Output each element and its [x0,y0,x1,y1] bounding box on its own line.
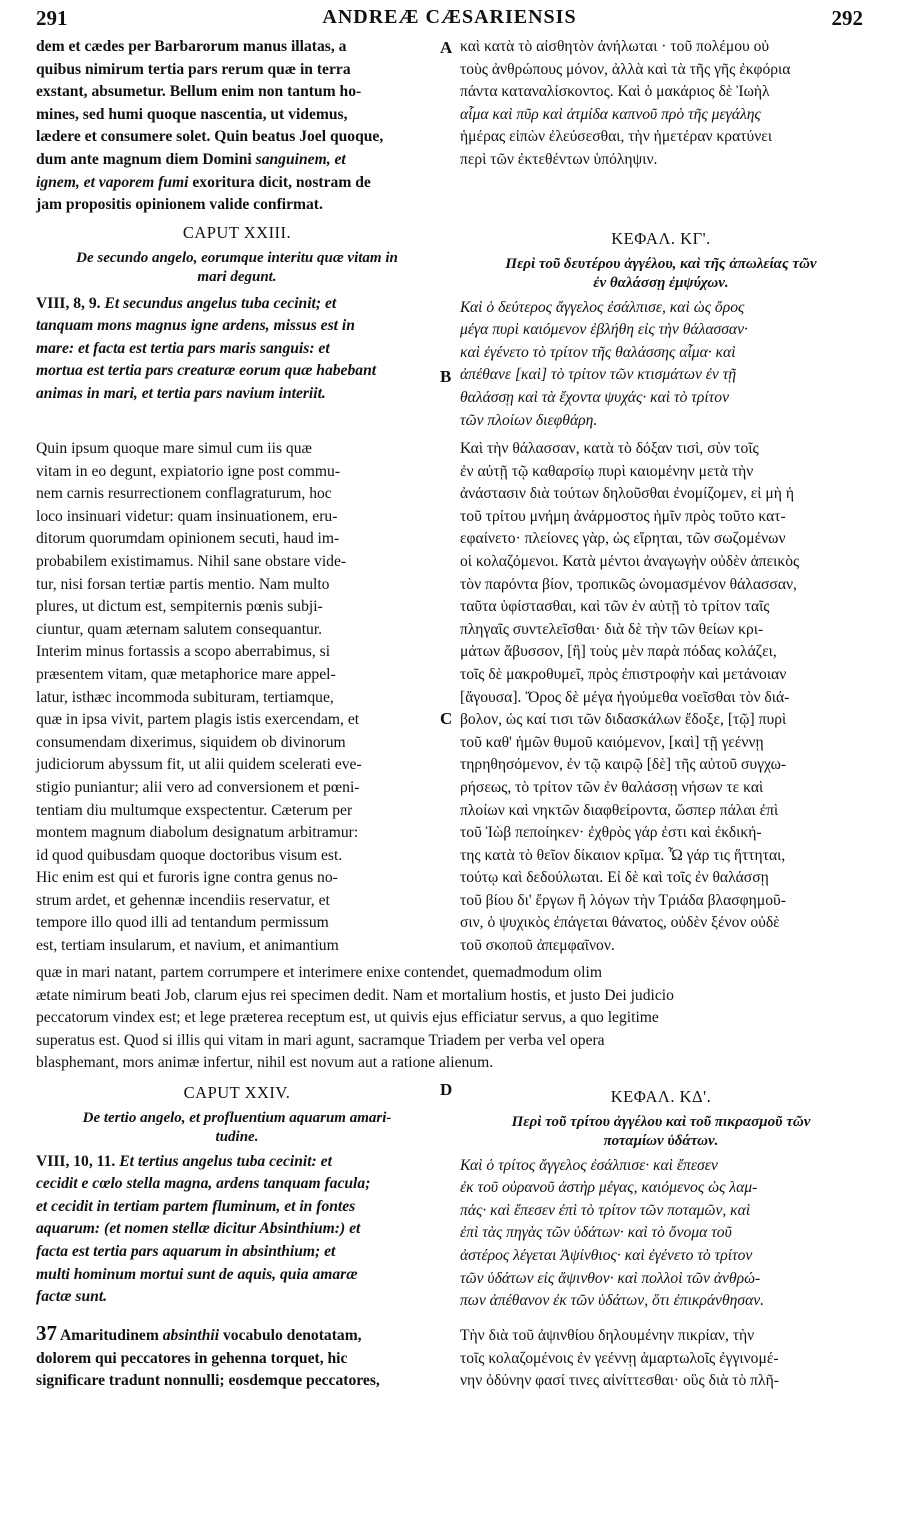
text-line: πλοίων καὶ νηκτῶν διαφθείροντα, ὥσπερ πάλαι ἐπὶ [460,801,779,819]
text-line: montem magnum diabolum designatum arbitramur: [36,824,359,842]
text-line: τοῖς κολαζομένοις ἐν γεέννῃ ἁμαρτωλοῖς ἐγγινομέ- [460,1349,779,1367]
text-line: strum ardet, et gehennæ incendiis reservatur, et [36,891,330,909]
verse-text: mare: et facta est tertia pars maris sanguis: et [36,339,330,357]
text-line: τοῦ Ἰὼβ πεποίηκεν· ἐχθρὸς γάρ ἐστι καὶ ἐκδική- [460,824,762,842]
text-line: stigio puniantur; alii vero ad conversionem et pœni- [36,778,360,796]
text-line: loco insinuari videtur: quam insinuationem, eru- [36,507,338,525]
text-line: περὶ τῶν ἐκτεθέντων ὑπόληψιν. [460,150,658,168]
text-span: Amaritudinem [60,1327,159,1344]
text-line: μάτων ἄβυσσον, [ἢ] τοὺς μὲν παρὰ πόδας κολάζει, [460,643,777,661]
chapter-heading: CAPUT XXIV. [183,1083,291,1102]
text-line: σιν, ὁ ψυχικὸς ἐπάγεται θάνατος, οὐδὲν ξένον οὐδὲ [460,914,780,932]
verse-reference: VIII, 8, 9. [36,294,101,312]
text-line: significare tradunt nonnulli; eosdemque peccatores, [36,1372,380,1390]
margin-mark-c: C [440,709,453,728]
chapter-title [36,1109,438,1147]
latin-bottom-paragraph [36,1322,438,1393]
caput-23-section [36,222,438,406]
chapter-heading: ΚΕΦΑΛ. ΚΔ'. [610,1087,712,1106]
verse-text: ἐκ τοῦ οὐρανοῦ ἀστὴρ μέγας, καιόμενος ὡς λαμ- [460,1179,758,1197]
latin-full-width-paragraph [36,962,862,1075]
text-line: ρήσεως, τὸ τρίτον τῶν ἐν θαλάσσῃ νήσων τε καὶ [460,778,764,796]
chapter-title-line: Περὶ τοῦ τρίτου ἀγγέλου καὶ τοῦ πικρασμοῦ τῶν [511,1113,811,1130]
text-line [36,1322,438,1348]
text-line: εφαίνετο· πλείονες γὰρ, ὡς εἴρηται, τῶν σωζομένων [460,530,786,548]
chapter-title-line: De secundo angelo, eorumque interitu quæ vitam in [76,249,398,266]
text-line: τοῦ σκοποῦ ἀπεμφαῖνον. [460,937,615,955]
scripture-verse [36,1151,438,1309]
text-line [36,1151,438,1174]
verse-text: Et tertius angelus tuba cecinit: et [119,1152,332,1170]
verse-text: καὶ ἐγένετο τὸ τρίτον τῆς θαλάσσης αἷμα· καὶ [460,343,736,361]
text-line: est, tertiam insularum, et navium, et animantium [36,937,339,955]
text-line: vitam in eo degunt, expiatorio igne post commu- [36,462,341,480]
text-line: tur, nisi forsan tertiæ partis mentio. Nam multo [36,575,330,593]
text-line: τηρηθησόμενον, ἐν τῷ καιρῷ [δὲ] τῆς αὐτοῦ συγχω- [460,756,787,774]
text-line: ciuntur, quam æternam salutem consequantur. [36,620,323,638]
verse-text: τῶν ὑδάτων εἰς ἄψινθον· καὶ πολλοὶ τῶν ἀνθρώ- [460,1269,761,1287]
margin-mark-b: B [440,367,452,386]
text-line: πάντα καταναλίσκοντος. Καὶ ὁ μακάριος δὲ Ἰωὴλ [460,83,770,101]
text-line: τοῦ βίου δι' ἔργων ἢ λόγων τὴν Τριάδα βλασφημοῦ- [460,891,786,909]
chapter-heading: CAPUT XXIII. [182,223,292,242]
text-line: tempore illo quod illi ad tentandum permissum [36,914,329,932]
verse-text: πάς· καὶ ἔπεσεν ἐπὶ τὸ τρίτον τῶν ποταμῶν, καὶ [460,1201,751,1219]
verse-text: tanquam mons magnus igne ardens, missus est in [36,317,355,335]
verse-text: multi hominum mortui sunt de aquis, quia amaræ [36,1265,358,1283]
text-line: quæ in mari natant, partem corrumpere et interimere enixe contendet, quemadmodum olim [36,964,602,981]
text-span: exoritura dicit, nostram de [192,173,371,191]
verse-text: ἀπέθανε [καὶ] τὸ τρίτον τῶν κτισμάτων ἐν τῇ [460,366,737,384]
chapter-title [460,1113,862,1151]
text-line: Quin ipsum quoque mare simul cum iis quæ [36,440,312,457]
scripture-quote: αἷμα καὶ πῦρ καὶ ἀτμίδα καπνοῦ [460,105,658,123]
text-line: lædere et consumere solet. Quin beatus Joel quoque, [36,128,384,146]
running-title: ANDREÆ CÆSARIENSIS [322,6,577,28]
verse-text: facta est tertia pars aquarum in absinthium; et [36,1242,336,1260]
text-line: id quod quibusdam quoque doctoribus visum est. [36,846,343,864]
text-line: τοῦ τρίτου μνήμη ἀνάρμοστος ἡμῖν πρὸς τοῦτο κατ- [460,507,786,525]
text-line [36,293,438,316]
text-line: præsentem vitam, quæ metaphorice mare appel- [36,665,336,683]
text-line: dem et cædes per Barbarorum manus illatas, a [36,38,347,55]
verse-text: cecidit e cœlo stella magna, ardens tanquam facula; [36,1175,371,1193]
latin-commentary [36,438,438,958]
text-line: Hic enim est qui et furoris igne contra genus no- [36,869,338,887]
text-line: Interim minus fortassis a scopo aberrabimus, si [36,643,331,661]
verse-text: aquarum: (et nomen stellæ dicitur Absinthium:) et [36,1220,361,1238]
verse-reference: VIII, 10, 11. [36,1152,116,1170]
text-line: βολον, ὡς καί τισι τῶν διδασκάλων ἔδοξε, [τῷ] πυρὶ [460,711,787,729]
chapter-title [36,249,438,287]
text-line: τοῦ καθ' ἡμῶν θυμοῦ καιόμενον, [καὶ] τῇ γεέννῃ [460,733,764,751]
latin-top-paragraph [36,36,438,217]
text-span: dum ante magnum diem Domini [36,150,252,168]
text-line: ἐν αὐτῇ τῷ καθαρσίῳ πυρὶ καιομένην μετὰ τὴν [460,462,754,480]
text-line: τούτῳ καὶ δεδούλωται. Εἰ δὲ καὶ τοῖς ἐν θαλάσσῃ [460,869,769,887]
margin-mark-d: D [440,1080,453,1099]
verse-text: Καὶ ὁ δεύτερος ἄγγελος ἐσάλπισε, καὶ ὡς ὄρος [460,298,745,316]
text-line: quibus nimirum tertia pars rerum quæ in terra [36,60,351,78]
text-line: judiciorum abyssum fit, ut alii quidem scelerati eve- [36,756,362,774]
verse-text: Et secundus angelus tuba cecinit; et [104,294,337,312]
text-span: vocabulo denotatam, [222,1327,362,1344]
text-line: τοῖς δὲ μακροθυμεῖ, πρὸς ἐπιστροφὴν καὶ μετάνοιαν [460,665,787,683]
chapter-title-line: Περὶ τοῦ δευτέρου ἀγγέλου, καὶ τῆς ἀπωλείας τῶν [505,255,817,272]
text-line: Καὶ τὴν θάλασσαν, κατὰ τὸ δόξαν τισὶ, σὺν τοῖς [460,440,759,457]
verse-text: πων ἀπέθανον ἐκ τῶν ὑδάτων, ὅτι ἐπικράνθησαν. [460,1292,765,1310]
running-header [0,6,899,32]
scripture-quote: sanguinem, et [255,150,346,168]
text-line: latur, isthæc incommoda subituram, tertiamque, [36,688,334,706]
verse-text: et cecidit in tertiam partem fluminum, et in fontes [36,1197,356,1215]
kefal-23-section [460,228,862,432]
text-line: τὸν παρόντα βίον, τροπικῶς ὠνομασμένον θάλασσαν, [460,575,797,593]
text-line: νην ὀδύνην φασί τινες αἰνίττεσθαι· οὓς διὰ τὸ πλῆ- [460,1372,779,1390]
text-line: consumendam dixerimus, siquidem ob divinorum [36,733,346,751]
chapter-heading: ΚΕΦΑΛ. ΚΓ'. [611,229,711,248]
page-number-right: 292 [831,6,863,30]
greek-bottom-paragraph [460,1325,862,1393]
text-line: ditorum quorumdam opinionem secuti, haud im- [36,530,340,548]
chapter-title-line: ποταμίων ὑδάτων. [603,1132,719,1149]
text-line: οἱ κολαζόμενοι. Κατὰ μέντοι ἀναγωγὴν οὐδὲν ἀπεικὸς [460,552,800,570]
text-line: ætate nimirum beati Job, clarum ejus rei specimen dedit. Nam et mortalium hostis, et justo Dei judicio [36,986,674,1004]
greek-top-paragraph [460,36,862,172]
scripture-verse [460,297,862,433]
scripture-quote: πρὸ τῆς μεγάλης [661,105,761,123]
text-line: Τὴν διὰ τοῦ ἀψινθίου δηλουμένην πικρίαν, τὴν [460,1327,755,1344]
text-line: jam propositis opinionem valide confirmat. [36,196,323,214]
verse-text: Καὶ ὁ τρίτος ἄγγελος ἐσάλπισε· καὶ ἔπεσεν [460,1156,718,1174]
page-number-left: 291 [36,6,68,30]
margin-mark-a: A [440,38,453,57]
verse-text: μέγα πυρὶ καιόμενον ἐβλήθη εἰς τὴν θάλασσαν· [460,321,748,339]
text-line: τοὺς ἀνθρώπους μόνον, ἀλλὰ καὶ τὰ τῆς γῆς ἐκφόρια [460,60,791,78]
chapter-title-line: ἐν θαλάσσῃ ἐμψύχων. [593,274,729,291]
verse-text: ἐπὶ τὰς πηγὰς τῶν ὑδάτων· καὶ τὸ ὄνομα τοῦ [460,1224,732,1242]
text-line: ἀνάστασιν διὰ τούτων δηλοῦσθαι ἐνομίζομεν, εἰ μὴ ἡ [460,485,794,503]
text-line: καὶ κατὰ τὸ αἰσθητὸν ἀνήλωται · τοῦ πολέμου οὐ [460,38,770,55]
text-line: probabilem existimamus. Nihil sane obstare vide- [36,552,347,570]
scripture-quote: ignem, et vaporem fumi [36,173,189,191]
text-line [36,149,438,172]
chapter-title-line: tudine. [215,1128,259,1145]
text-line: superatus est. Quod si illis qui vitam in mari agunt, sacramque Triadem per verba vel opera [36,1031,605,1049]
caput-24-section [36,1082,438,1309]
verse-text: τῶν πλοίων διεφθάρη. [460,411,598,429]
verse-text: θαλάσσῃ καὶ τὰ ἔχοντα ψυχάς· καὶ τὸ τρίτον [460,388,729,406]
text-line: πληγαῖς συντελεῖσθαι· διὰ δὲ τὴν τῶν θείων κρι- [460,620,764,638]
chapter-title [460,255,862,293]
text-line [36,172,438,195]
text-line: nem carnis resurrectionem conflagraturum, hoc [36,485,332,503]
text-line [460,104,862,127]
verse-text: animas in mari, et tertia pars navium interiit. [36,384,326,402]
chapter-title-line: De tertio angelo, et profluentium aquarum amari- [82,1109,392,1126]
text-line: ταῦτα ὑφίστασθαι, καὶ τῶν ἐν αὐτῇ τὸ τρίτον ταῖς [460,598,770,616]
quoted-term: absinthii [162,1327,220,1344]
text-line: exstant, absumetur. Bellum enim non tantum ho- [36,83,362,101]
kefal-24-section [460,1086,862,1313]
text-line: dolorem qui peccatores in gehenna torquet, hic [36,1349,348,1367]
text-line: mines, sed humi quoque nascentia, ut videmus, [36,105,348,123]
text-line: tentiam diu multumque exspectentur. Cæterum per [36,801,353,819]
chapter-title-line: mari degunt. [197,268,277,285]
verse-text: factæ sunt. [36,1288,108,1306]
verse-text: ἀστέρος λέγεται Ἀψίνθιος· καὶ ἐγένετο τὸ τρίτον [460,1246,753,1264]
text-line: quæ in ipsa vivit, partem plagis istis exercendam, et [36,711,360,729]
greek-commentary [460,438,862,958]
text-line: peccatorum vindex est; et lege præterea receptum est, ut quivis ejus efficiatur servus, a quo legitime [36,1009,659,1027]
text-line: blasphemant, mors animæ infertur, nihil est novum aut a ratione alienum. [36,1054,494,1072]
verse-text: mortua est tertia pars creaturæ eorum quæ habebant [36,362,377,380]
scripture-verse [460,1155,862,1313]
text-line: ἡμέρας εἰπὼν ἐλεύσεσθαι, τὴν ἡμετέραν κρατύνει [460,128,773,146]
section-number: 37 [36,1321,57,1345]
text-line: [ἄγουσα]. Ὄρος δὲ μέγα ἡγούμεθα νοεῖσθαι τὸν διά- [460,688,790,706]
text-line: της κατὰ τὸ θεῖον δίκαιον κρῖμα. Ὧ γάρ τις ἥττηται, [460,846,786,864]
scripture-verse [36,293,438,406]
text-line: plures, ut dictum est, sempiternis pœnis subji- [36,598,323,616]
